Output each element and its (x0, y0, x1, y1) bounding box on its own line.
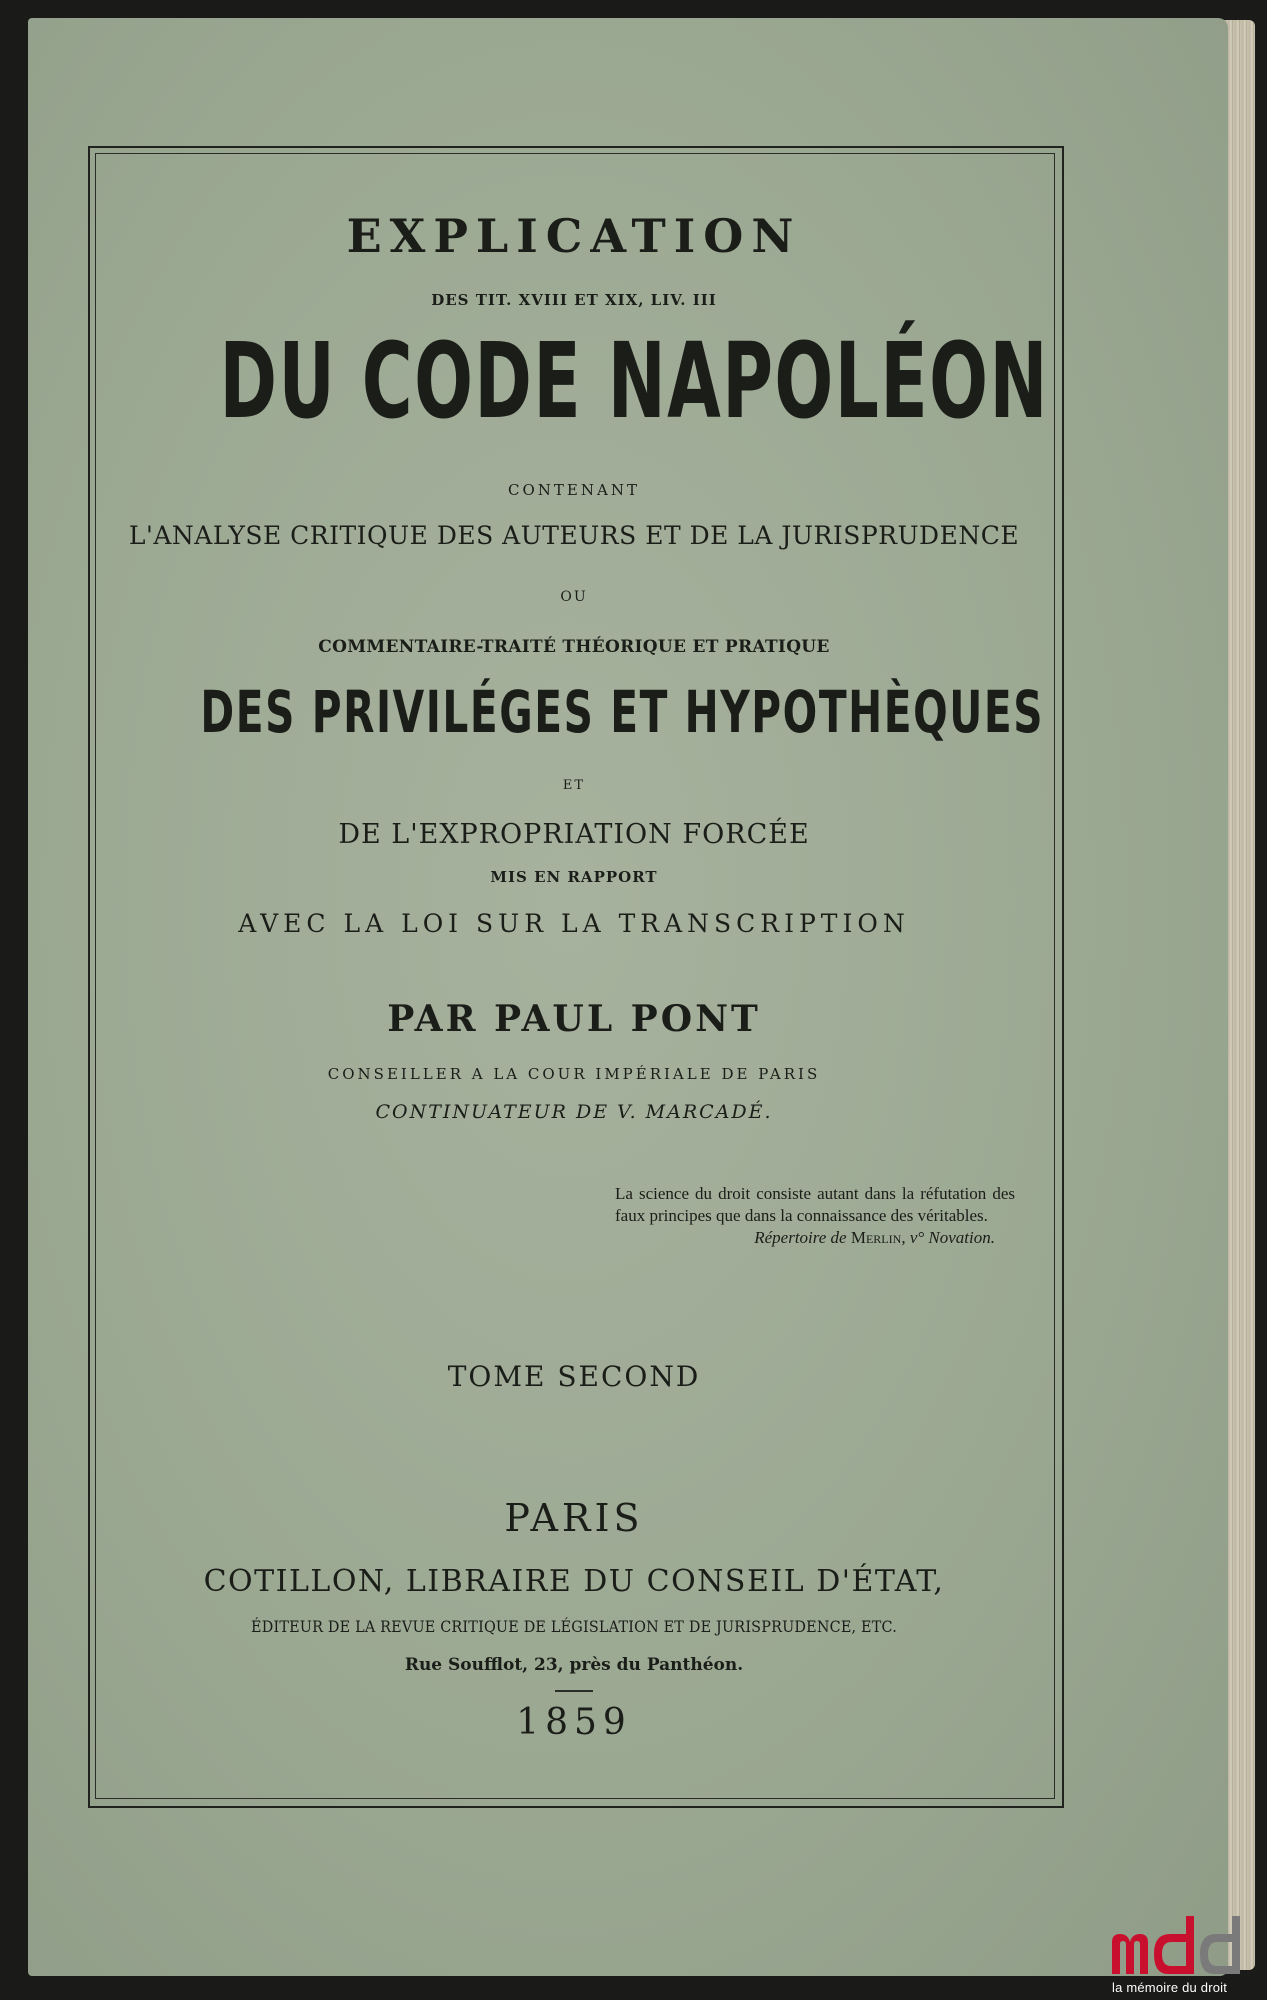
contenant-line: CONTENANT (508, 481, 640, 499)
privileges-title: DES PRIVILÉGES ET HYPOTHÈQUES (200, 678, 1045, 746)
analyse-line: L'ANALYSE CRITIQUE DES AUTEURS ET DE LA JURISPRUDENCE (128, 521, 1020, 550)
epigraph-text: La science du droit consiste autant dans la réfutation des faux principes que dans la connaissance des véritables. (615, 1184, 1015, 1225)
continuateur-line: CONTINUATEUR DE V. MARCADÉ. (375, 1101, 773, 1123)
et-line: ET (562, 778, 586, 793)
epigraph (615, 1183, 1015, 1249)
address-line: Rue Soufflot, 23, près du Panthéon. (404, 1655, 744, 1675)
transcription-line: AVEC LA LOI SUR LA TRANSCRIPTION (238, 909, 910, 938)
divider-rule (555, 1690, 593, 1692)
heading-explication: EXPLICATION (346, 209, 802, 263)
city-line: PARIS (504, 1496, 644, 1540)
main-title: DU CODE NAPOLÉON (219, 320, 1049, 442)
mdd-caption: la mémoire du droit (1112, 1980, 1228, 1995)
epigraph-source-suffix: , v° Novation. (901, 1228, 995, 1247)
epigraph-source-name: Merlin (850, 1228, 902, 1247)
epigraph-source (615, 1227, 1015, 1249)
titles-subheading: DES TIT. XVIII ET XIX, LIV. III (431, 291, 717, 309)
mdd-logo (1108, 1912, 1258, 1996)
author-line: PAR PAUL PONT (387, 998, 761, 1040)
volume-line: TOME SECOND (447, 1360, 701, 1393)
ou-line: OU (560, 589, 588, 605)
editor-line: ÉDITEUR DE LA REVUE CRITIQUE DE LÉGISLATION ET DE JURISPRUDENCE, ETC. (251, 1617, 897, 1636)
expropriation-line: DE L'EXPROPRIATION FORCÉE (338, 819, 810, 850)
author-title-line: CONSEILLER A LA COUR IMPÉRIALE DE PARIS (327, 1065, 821, 1083)
mdd-logo-icon (1108, 1912, 1258, 1982)
commentaire-line: COMMENTAIRE-TRAITÉ THÉORIQUE ET PRATIQUE (318, 637, 830, 657)
mis-en-rapport-line: MIS EN RAPPORT (490, 868, 658, 886)
title-page (95, 153, 1053, 1797)
publisher-line: COTILLON, LIBRAIRE DU CONSEIL D'ÉTAT, (203, 1564, 945, 1599)
epigraph-source-prefix: Répertoire de (754, 1228, 847, 1247)
year-line: 1859 (516, 1702, 632, 1743)
